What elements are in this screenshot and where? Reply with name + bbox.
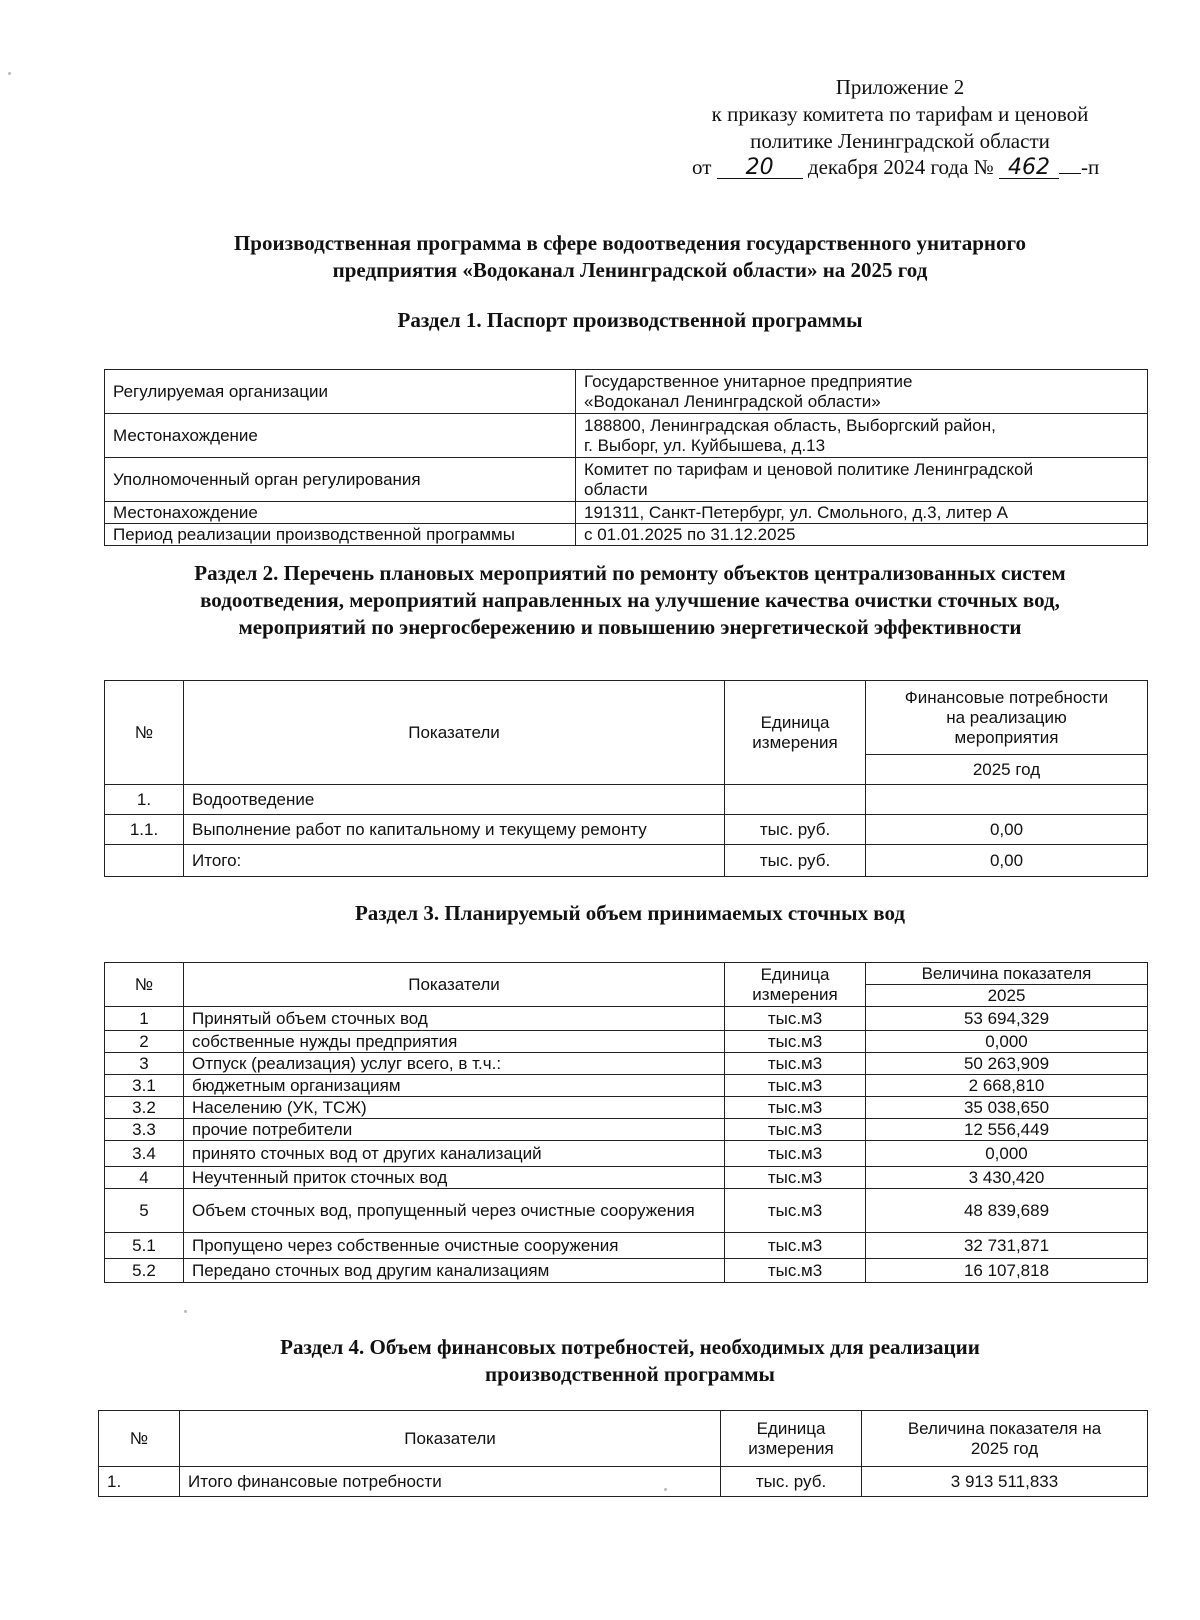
- row-unit: тыс.м3: [725, 1119, 866, 1141]
- col-num: №: [105, 681, 184, 785]
- col-value: Величина показателя: [866, 963, 1148, 985]
- passport-value: [576, 414, 1148, 458]
- row-value: 0,000: [866, 1141, 1148, 1167]
- header-row: [99, 1411, 1148, 1467]
- row-value: 32 731,871: [866, 1233, 1148, 1259]
- document-title: [60, 230, 1200, 284]
- row-num: 1: [105, 1007, 184, 1031]
- row-num: 1.: [105, 785, 184, 815]
- row-name: Передано сточных вод другим канализациям: [184, 1259, 725, 1283]
- table-row: [105, 524, 1148, 546]
- table-row: [105, 815, 1148, 845]
- value-line: области: [584, 479, 648, 499]
- passport-label: Период реализации производственной программы: [105, 524, 576, 546]
- row-num: 3.2: [105, 1097, 184, 1119]
- row-num: 5.2: [105, 1259, 184, 1283]
- table-row: [105, 1097, 1148, 1119]
- row-unit: тыс. руб.: [721, 1467, 862, 1497]
- value-line: г. Выборг, ул. Куйбышева, д.13: [584, 435, 826, 455]
- row-value: 3 430,420: [866, 1167, 1148, 1189]
- section3-title-text: Раздел 3. Планируемый объем принимаемых сточных вод: [354, 901, 906, 925]
- col-unit: [725, 681, 866, 785]
- order-blank: [1059, 173, 1081, 174]
- section3-title: [60, 900, 1200, 927]
- passport-value: [576, 458, 1148, 502]
- header-line: мероприятия: [954, 727, 1059, 747]
- col-year: 2025: [866, 985, 1148, 1007]
- title-line: Раздел 2. Перечень плановых мероприятий по ремонту объектов централизованных систем: [194, 561, 1066, 585]
- row-name: Объем сточных вод, пропущенный через очистные сооружения: [184, 1189, 725, 1233]
- row-num: 3: [105, 1053, 184, 1075]
- row-name: Отпуск (реализация) услуг всего, в т.ч.:: [184, 1053, 725, 1075]
- row-value: 35 038,650: [866, 1097, 1148, 1119]
- table-row: [105, 414, 1148, 458]
- title-line: Раздел 4. Объем финансовых потребностей, необходимых для реализации: [280, 1335, 980, 1359]
- row-name: Населению (УК, ТСЖ): [184, 1097, 725, 1119]
- row-name: прочие потребители: [184, 1119, 725, 1141]
- row-num: 2: [105, 1031, 184, 1053]
- row-value: 16 107,818: [866, 1259, 1148, 1283]
- title-line: водоотведения, мероприятий направленных на улучшение качества очистки сточных вод,: [200, 588, 1060, 612]
- table-row: [105, 1233, 1148, 1259]
- header-line: на реализацию: [946, 707, 1067, 727]
- order-middle: декабря 2024 года №: [807, 155, 994, 179]
- passport-value: с 01.01.2025 по 31.12.2025: [576, 524, 1148, 546]
- row-unit: тыс.м3: [725, 1007, 866, 1031]
- row-unit: тыс.м3: [725, 1189, 866, 1233]
- passport-label: Местонахождение: [105, 502, 576, 524]
- row-value: 0,00: [866, 815, 1148, 845]
- col-fin: [866, 681, 1148, 755]
- header-row: [105, 681, 1148, 755]
- row-unit: тыс.м3: [725, 1097, 866, 1119]
- order-suffix: -п: [1081, 155, 1100, 179]
- row-value: 0,000: [866, 1031, 1148, 1053]
- table-row: [105, 1167, 1148, 1189]
- row-name: собственные нужды предприятия: [184, 1031, 725, 1053]
- row-value: 3 913 511,833: [862, 1467, 1148, 1497]
- row-unit: тыс.м3: [725, 1259, 866, 1283]
- table-row: [105, 785, 1148, 815]
- table-row: [105, 1053, 1148, 1075]
- scan-speck: [184, 1310, 187, 1313]
- row-unit: [725, 785, 866, 815]
- row-num: 4: [105, 1167, 184, 1189]
- row-name: Принятый объем сточных вод: [184, 1007, 725, 1031]
- row-num: 5: [105, 1189, 184, 1233]
- col-unit: [721, 1411, 862, 1467]
- financial-needs-table: [98, 1410, 1148, 1497]
- row-num: 3.3: [105, 1119, 184, 1141]
- order-number-handwritten: 462: [999, 158, 1059, 179]
- measures-table: [104, 680, 1148, 877]
- header-line: измерения: [748, 1438, 834, 1458]
- passport-label: Регулируемая организации: [105, 370, 576, 414]
- title-line: мероприятий по энергосбережению и повышению энергетической эффективности: [238, 615, 1022, 639]
- col-unit: [725, 963, 866, 1007]
- col-indicator: Показатели: [184, 681, 725, 785]
- header-line: измерения: [752, 984, 838, 1004]
- section4-title: [60, 1334, 1200, 1388]
- row-name: Итого финансовые потребности: [180, 1467, 721, 1497]
- row-name: принято сточных вод от других канализаций: [184, 1141, 725, 1167]
- row-name: бюджетным организациям: [184, 1075, 725, 1097]
- row-unit: тыс.м3: [725, 1075, 866, 1097]
- table-row: [99, 1467, 1148, 1497]
- order-reference: [692, 155, 1099, 180]
- header-line: Единица: [756, 1418, 826, 1438]
- col-indicator: Показатели: [180, 1411, 721, 1467]
- passport-label: Уполномоченный орган регулирования: [105, 458, 576, 502]
- row-num: 1.1.: [105, 815, 184, 845]
- table-row: [105, 845, 1148, 877]
- row-name: Пропущено через собственные очистные сооружения: [184, 1233, 725, 1259]
- row-num: [105, 845, 184, 877]
- row-value: 53 694,329: [866, 1007, 1148, 1031]
- col-num: №: [99, 1411, 180, 1467]
- table-row: [105, 1031, 1148, 1053]
- passport-value: [576, 370, 1148, 414]
- row-name: Водоотведение: [184, 785, 725, 815]
- order-prefix: от: [692, 155, 712, 179]
- header-line: Величина показателя на: [907, 1418, 1102, 1438]
- table-row: [105, 1141, 1148, 1167]
- passport-value: 191311, Санкт-Петербург, ул. Смольного, д.3, литер А: [576, 502, 1148, 524]
- row-name: Неучтенный приток сточных вод: [184, 1167, 725, 1189]
- row-unit: тыс. руб.: [725, 845, 866, 877]
- row-name: Итого:: [184, 845, 725, 877]
- section1-title: [60, 307, 1200, 334]
- value-line: «Водоканал Ленинградской области»: [584, 391, 881, 411]
- table-row: [105, 1119, 1148, 1141]
- appendix-line: Приложение 2: [835, 75, 965, 99]
- col-value: [862, 1411, 1148, 1467]
- row-num: 3.4: [105, 1141, 184, 1167]
- value-line: Комитет по тарифам и ценовой политике Ленинградской: [584, 459, 1034, 479]
- table-row: [105, 370, 1148, 414]
- row-unit: тыс.м3: [725, 1031, 866, 1053]
- table-row: [105, 1259, 1148, 1283]
- header-line: измерения: [752, 732, 838, 752]
- table-row: [105, 1075, 1148, 1097]
- wastewater-volume-table: [104, 962, 1148, 1283]
- row-unit: тыс.м3: [725, 1141, 866, 1167]
- row-num: 5.1: [105, 1233, 184, 1259]
- header-line: Финансовые потребности: [904, 687, 1109, 707]
- section1-title-text: Раздел 1. Паспорт производственной программы: [397, 308, 863, 332]
- row-value: 12 556,449: [866, 1119, 1148, 1141]
- scan-speck: [8, 72, 11, 75]
- row-unit: тыс.м3: [725, 1233, 866, 1259]
- section2-title: [60, 560, 1200, 641]
- col-year: 2025 год: [866, 755, 1148, 785]
- appendix-header: [660, 74, 1140, 155]
- row-value: [866, 785, 1148, 815]
- title-line: производственной программы: [485, 1362, 775, 1386]
- appendix-line: к приказу комитета по тарифам и ценовой: [711, 102, 1089, 126]
- table-row: [105, 502, 1148, 524]
- col-num: №: [105, 963, 184, 1007]
- passport-table: [104, 369, 1148, 546]
- row-unit: тыс. руб.: [725, 815, 866, 845]
- col-indicator: Показатели: [184, 963, 725, 1007]
- header-row: [105, 963, 1148, 985]
- title-line: Производственная программа в сфере водоотведения государственного унитарного: [233, 231, 1027, 255]
- row-value: 48 839,689: [866, 1189, 1148, 1233]
- order-day-handwritten: 20: [717, 158, 803, 179]
- row-value: 0,00: [866, 845, 1148, 877]
- value-line: Государственное унитарное предприятие: [584, 371, 913, 391]
- table-row: [105, 458, 1148, 502]
- row-unit: тыс.м3: [725, 1167, 866, 1189]
- title-line: предприятия «Водоканал Ленинградской области» на 2025 год: [332, 258, 928, 282]
- table-row: [105, 1007, 1148, 1031]
- row-value: 2 668,810: [866, 1075, 1148, 1097]
- table-row: [105, 1189, 1148, 1233]
- passport-label: Местонахождение: [105, 414, 576, 458]
- appendix-line: политике Ленинградской области: [750, 129, 1050, 153]
- value-line: 188800, Ленинградская область, Выборгский район,: [584, 415, 996, 435]
- header-line: Единица: [760, 964, 830, 984]
- row-unit: тыс.м3: [725, 1053, 866, 1075]
- row-num: 1.: [99, 1467, 180, 1497]
- row-name: Выполнение работ по капитальному и текущему ремонту: [184, 815, 725, 845]
- scan-speck: [664, 1488, 667, 1491]
- row-value: 50 263,909: [866, 1053, 1148, 1075]
- row-num: 3.1: [105, 1075, 184, 1097]
- header-line: 2025 год: [970, 1438, 1039, 1458]
- header-line: Единица: [760, 712, 830, 732]
